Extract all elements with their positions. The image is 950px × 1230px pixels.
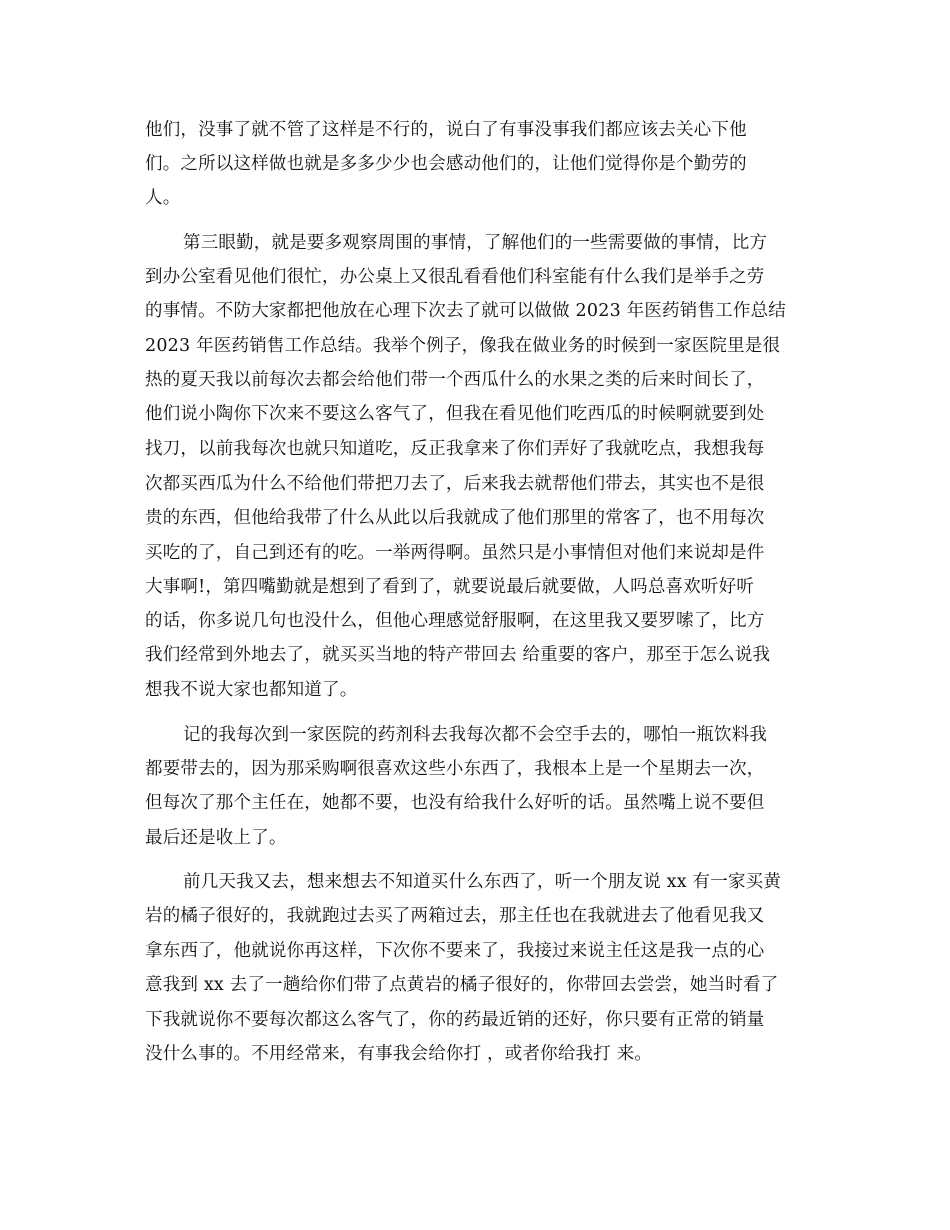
text-line: 2023 年医药销售工作总结。我举个例子，像我在做业务的时候到一家医院里是很 (145, 336, 781, 356)
text-line: 的事情。不防大家都把他放在心理下次去了就可以做做 2023 年医药销售工作总结 (145, 301, 786, 321)
text-line: 热的夏天我以前每次去都会给他们带一个西瓜什么的水果之类的后来时间长了， (145, 370, 765, 390)
paragraph-first-line: 记的我每次到一家医院的药剂科去我每次都不会空手去的，哪怕一瓶饮料我 (183, 725, 768, 745)
text-line: 他们，没事了就不管了这样是不行的，说白了有事没事我们都应该去关心下他 (145, 120, 747, 140)
text-line: 都要带去的，因为那采购啊很喜欢这些小东西了，我根本上是一个星期去一次， (145, 759, 765, 779)
text-line: 找刀，以前我每次也就只知道吃，反正我拿来了你们弄好了我就吃点，我想我每 (145, 439, 765, 459)
text-line: 们。之所以这样做也就是多多少少也会感动他们的，让他们觉得你是个勤劳的 (145, 154, 747, 174)
text-line: 岩的橘子很好的，我就跑过去买了两箱过去，那主任也在我就进去了他看见我又 (145, 906, 765, 926)
paragraph-first-line: 第三眼勤，就是要多观察周围的事情，了解他们的一些需要做的事情，比方 (183, 233, 768, 253)
text-line: 没什么事的。不用经常来，有事我会给你打 ，或者你给我打 来。 (145, 1044, 653, 1064)
text-line: 的话，你多说几句也没什么，但他心理感觉舒服啊，在这里我又要罗嗦了，比方 (145, 611, 765, 631)
text-line: 大事啊!，第四嘴勤就是想到了看到了，就要说最后就要做，人吗总喜欢听好听 (145, 577, 755, 597)
text-line: 他们说小陶你下次来不要这么客气了，但我在看见他们吃西瓜的时候啊就要到处 (145, 404, 765, 424)
text-line: 人。 (145, 188, 181, 208)
text-line: 下我就说你不要每次都这么客气了，你的药最近销的还好，你只要有正常的销量 (145, 1010, 765, 1030)
paragraph-first-line: 前几天我又去，想来想去不知道买什么东西了，听一个朋友说 xx 有一家买黄 (183, 872, 782, 892)
text-line: 但每次了那个主任在，她都不要，也没有给我什么好听的话。虽然嘴上说不要但 (145, 793, 765, 813)
text-line: 买吃的了，自己到还有的吃。一举两得啊。虽然只是小事情但对他们来说却是件 (145, 543, 765, 563)
text-line: 我们经常到外地去了，就买买当地的特产带回去 给重要的客户，那至于怎么说我 (145, 645, 771, 665)
text-line: 意我到 xx 去了一趟给你们带了点黄岩的橘子很好的，你带回去尝尝，她当时看了 (145, 975, 779, 995)
text-line: 次都买西瓜为什么不给他们带把刀去了，后来我去就帮他们带去，其实也不是很 (145, 474, 765, 494)
text-line: 想我不说大家也都知道了。 (145, 680, 358, 700)
text-line: 拿东西了，他就说你再这样，下次你不要来了，我接过来说主任这是我一点的心 (145, 941, 765, 961)
text-line: 贵的东西，但他给我带了什么从此以后我就成了他们那里的常客了，也不用每次 (145, 508, 765, 528)
text-line: 最后还是收上了。 (145, 828, 287, 848)
text-line: 到办公室看见他们很忙，办公桌上又很乱看看他们科室能有什么我们是举手之劳 (145, 267, 765, 287)
